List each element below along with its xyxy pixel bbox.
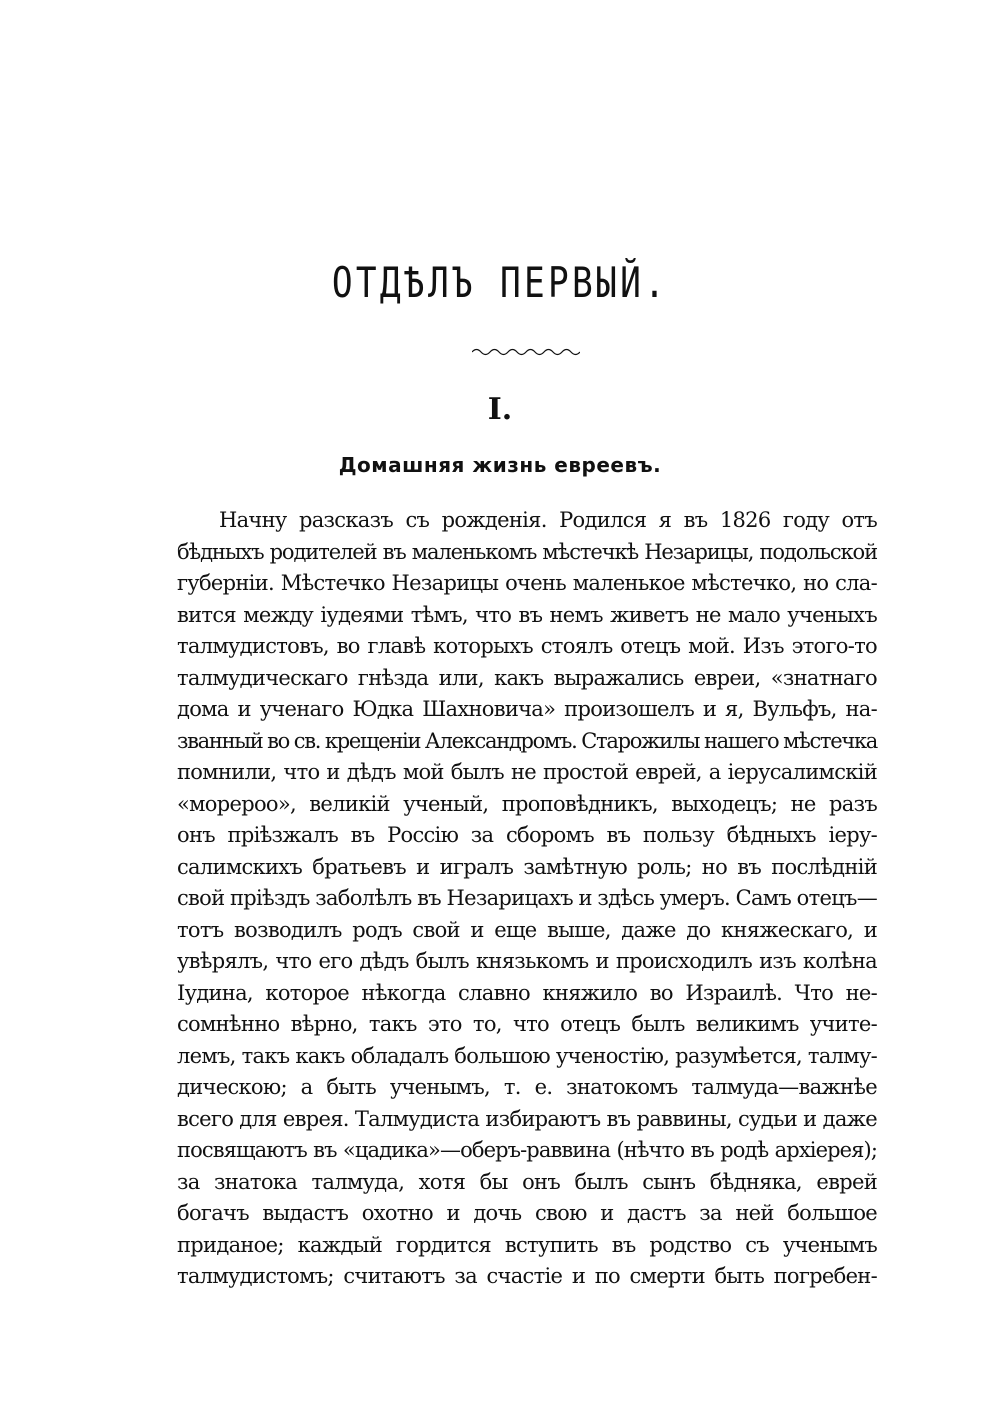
wavy-divider-ornament — [472, 346, 580, 358]
text-line: дома и ученаго Юдка Шахновича» произошелъ и я, Вульфъ, на- — [177, 697, 877, 721]
text-line: онъ пріѣзжалъ въ Россію за сборомъ въ пользу бѣдныхъ іеру- — [177, 823, 877, 847]
text-line: сомнѣнно вѣрно, такъ это то, что отецъ былъ великимъ учите- — [177, 1012, 877, 1036]
text-line: посвящаютъ въ «цадика»—оберъ-раввина (нѣчто въ родѣ архіерея); — [177, 1138, 877, 1162]
text-line: всего для еврея. Талмудиста избираютъ въ раввины, судьи и даже — [177, 1106, 877, 1131]
text-line: свой пріѣздъ заболѣлъ въ Незарицахъ и здѣсь умеръ. Самъ отецъ— — [177, 886, 877, 910]
text-line: лемъ, такъ какъ обладалъ большою ученостію, разумѣется, талму- — [177, 1043, 877, 1068]
text-line: Начну разсказъ съ рожденія. Родился я въ 1826 году отъ — [219, 508, 877, 532]
text-line: званный во св. крещеніи Александромъ. Старожилы нашего мѣстечка — [177, 728, 877, 753]
text-line: «морероо», великій ученый, проповѣдникъ, выходецъ; не разъ — [177, 791, 877, 816]
text-line: помнили, что и дѣдъ мой былъ не простой еврей, а іерусалимскій — [177, 760, 877, 784]
text-line: талмудическаго гнѣзда или, какъ выражались евреи, «знатнаго — [177, 665, 877, 690]
text-line: дическою; а быть ученымъ, т. е. знатокомъ талмуда—важнѣе — [177, 1075, 877, 1099]
chapter-number: I. — [487, 392, 513, 427]
chapter-title: Домашняя жизнь евреевъ. — [338, 453, 662, 477]
text-line: богачъ выдастъ охотно и дочь свою и дастъ за ней большое — [177, 1201, 877, 1225]
text-line: увѣрялъ, что его дѣдъ былъ князькомъ и происходилъ изъ колѣна — [177, 949, 877, 973]
text-line: талмудистовъ, во главѣ которыхъ стоялъ отецъ мой. Изъ этого-то — [177, 634, 877, 658]
text-line: тотъ возводилъ родъ свой и еще выше, даже до княжескаго, и — [177, 917, 877, 942]
text-line: бѣдныхъ родителей въ маленькомъ мѣстечкѣ Незарицы, подольской — [177, 539, 877, 564]
text-line: приданое; каждый гордится вступить въ родство съ ученымъ — [177, 1232, 877, 1257]
text-line: Іудина, которое нѣкогда славно княжило во Израилѣ. Что не- — [177, 980, 877, 1005]
section-title: ОТДѢЛЪ ПЕРВЫЙ. — [331, 258, 669, 307]
text-line: вится между іудеями тѣмъ, что въ немъ живетъ не мало ученыхъ — [177, 602, 877, 627]
text-line: салимскихъ братьевъ и игралъ замѣтную роль; но въ послѣдній — [177, 854, 877, 879]
text-line: за знатока талмуда, хотя бы онъ былъ сынъ бѣдняка, еврей — [177, 1169, 877, 1194]
text-line: талмудистомъ; считаютъ за счастіе и по смерти быть погребен- — [177, 1264, 877, 1288]
text-line: губерніи. Мѣстечко Незарицы очень маленькое мѣстечко, но сла- — [177, 571, 877, 595]
body-text — [177, 505, 877, 1293]
